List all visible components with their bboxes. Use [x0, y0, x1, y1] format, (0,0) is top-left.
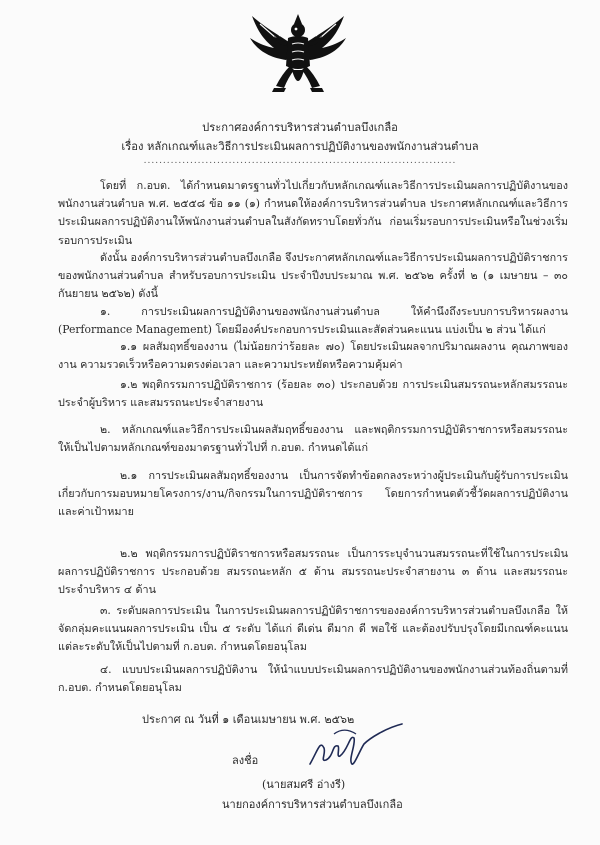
paragraph-intro: โดยที่ ก.อบต. ได้กำหนดมาตรฐานทั่วไปเกี่ยวกับหลักเกณฑ์และวิธีการประเมินผลการปฏิบัติงานของพนักงานส่วนตำบล พ.ศ. ๒๕๕๘ ข้อ ๑๑ (๑) กำหนดให้องค์การบริหารส่วนตำบล ประกาศหลักเกณฑ์และวิธีการประเมินผลการปฏิบัติงานให้พนักงานส่วนตำบลในสังกัดทราบโดยทั่วกัน ก่อนเริ่มรอบการประเมินหรือในช่วงเริ่มรอบการประเมิน: [58, 179, 568, 247]
paragraph-item-4: ๔. แบบประเมินผลการปฏิบัติงาน ให้นำแบบประเมินผลการปฏิบัติงานของพนักงานส่วนท้องถิ่นตามที่ ก.อบต. กำหนดโดยอนุโลม: [58, 663, 568, 695]
paragraph-item-2-1: ๒.๑ การประเมินผลสัมฤทธิ์ของงาน เป็นการจัดทำข้อตกลงระหว่างผู้ประเมินกับผู้รับการประเมิน เกี่ยวกับการมอบหมายโครงการ/งาน/กิจกรรมในการปฏิบัติราชการ โดยการกำหนดตัวชี้วัดผลการปฏิบัติงาน และค่าเป้าหมาย: [58, 469, 568, 519]
signer-position: นายกองค์การบริหารส่วนตำบลบึงเกลือ: [222, 798, 403, 811]
sign-label: ลงชื่อ: [232, 754, 259, 767]
signer-name: (นายสมศรี อ่างรี): [262, 778, 346, 791]
paragraph-item-2-2: ๒.๒ พฤติกรรมการปฏิบัติราชการหรือสมรรถนะ เป็นการระบุจำนวนสมรรถนะที่ใช้ในการประเมินผลการปฏิบัติราชการ ประกอบด้วย สมรรถนะหลัก ๕ ด้าน สมรรถนะประจำสายงาน ๓ ด้าน และสมรรถนะประจำบริหาร ๔ ด้าน: [58, 547, 568, 597]
paragraph-item-1-1: ๑.๑ ผลสัมฤทธิ์ของงาน (ไม่น้อยกว่าร้อยละ ๗๐) โดยประเมินผลจากปริมาณผลงาน คุณภาพของงาน ความรวดเร็วหรือความตรงต่อเวลา และความประหยัดหรือความคุ้มค่า: [58, 340, 568, 372]
announcement-title: ประกาศองค์การบริหารส่วนตำบลบึงเกลือ: [202, 121, 398, 134]
paragraph-item-1-2: ๑.๒ พฤติกรรมการปฏิบัติราชการ (ร้อยละ ๓๐) ประกอบด้วย การประเมินสมรรถนะหลักสมรรถนะประจำผู้บริหาร และสมรรถนะประจำสายงาน: [58, 378, 568, 410]
announcement-subject: เรื่อง หลักเกณฑ์และวิธีการประเมินผลการปฏิบัติงานของพนักงานส่วนตำบล: [121, 140, 479, 153]
paragraph-item-3: ๓. ระดับผลการประเมิน ในการประเมินผลการปฏิบัติราชการขององค์การบริหารส่วนตำบลบึงเกลือ ให้จัดกลุ่มคะแนนผลการประเมิน เป็น ๕ ระดับ ได้แก่ ดีเด่น ดีมาก ดี พอใช้ และต้องปรับปรุงโดยมีเกณฑ์คะแนนแต่ละระดับให้เป็นไปตามที่ ก.อบต. กำหนดโดยอนุโลม: [58, 604, 568, 654]
announcement-date: ประกาศ ณ วันที่ ๑ เดือนเมษายน พ.ศ. ๒๕๖๒: [142, 713, 355, 726]
header-divider: .................................................................................: [143, 156, 457, 166]
paragraph-announcement: ดังนั้น องค์การบริหารส่วนตำบลบึงเกลือ จึงประกาศหลักเกณฑ์และวิธีการประเมินผลการปฏิบัติราชการของพนักงานส่วนตำบล สำหรับรอบการประเมิน ประจำปีงบประมาณ พ.ศ. ๒๕๖๒ ครั้งที่ ๒ (๑ เมษายน – ๓๐ กันยายน ๒๕๖๒) ดังนี้: [58, 251, 568, 301]
paragraph-item-2: ๒. หลักเกณฑ์และวิธีการประเมินผลสัมฤทธิ์ของงาน และพฤติกรรมการปฏิบัติราชการหรือสมรรถนะ ให้เป็นไปตามหลักเกณฑ์ของมาตรฐานทั่วไปที่ ก.อบต. กำหนดได้แก่: [58, 423, 568, 455]
garuda-emblem-icon: [246, 8, 350, 98]
paragraph-item-1: ๑. การประเมินผลการปฏิบัติงานของพนักงานส่วนตำบล ให้คำนึงถึงระบบการบริหารผลงาน (Performance Management) โดยมีองค์ประกอบการประเมินและสัดส่วนคะแนน แบ่งเป็น ๒ ส่วน ได้แก่: [58, 305, 568, 337]
handwritten-signature: [290, 720, 410, 780]
